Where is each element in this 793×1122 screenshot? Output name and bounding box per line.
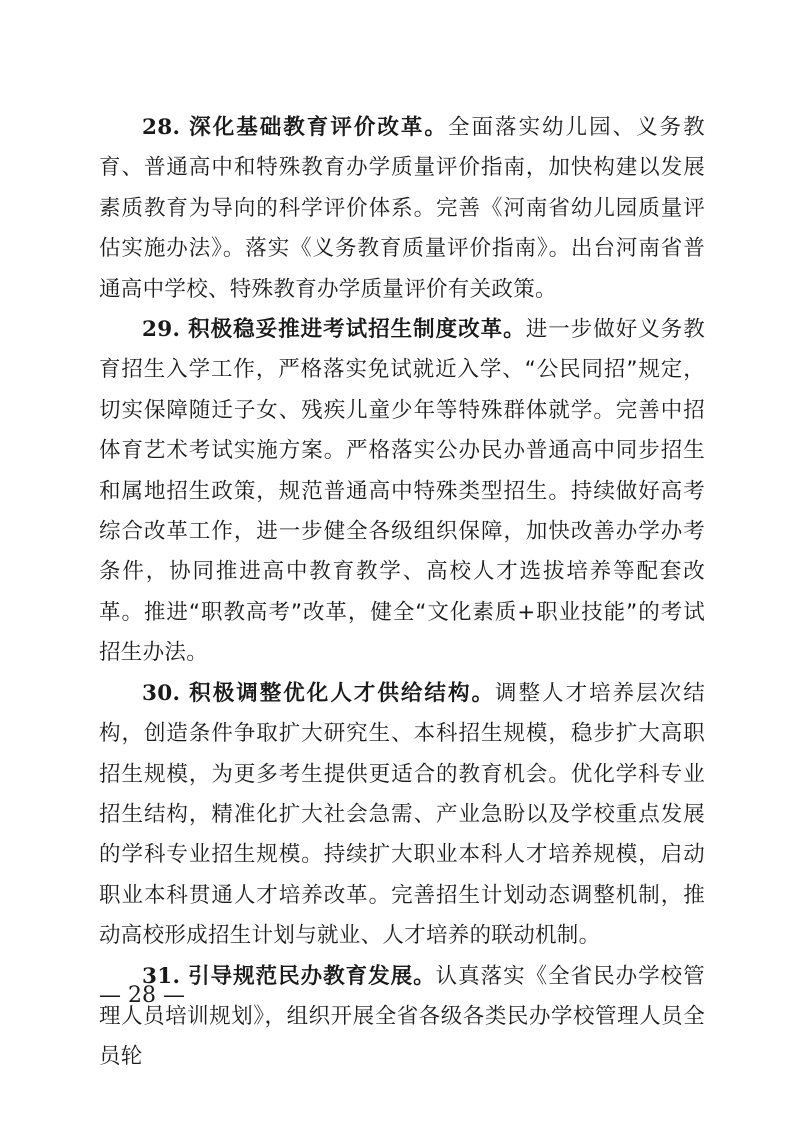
paragraph-heading: 积极调整优化人才供给结构。 <box>189 680 495 706</box>
paragraph-31 <box>99 957 705 1078</box>
paragraph-number: 31. <box>142 963 181 989</box>
paragraph-text: 认真落实《全省民办学校管理人员培训规划》，组织开展全省各级各类民办学校管理人员全员轮 <box>99 963 705 1070</box>
paragraph-text: 进一步做好义务教育招生入学工作，严格落实免试就近入学、“公民同招”规定，切实保障随迁子女、残疾儿童少年等特殊群体就学。完善中招体育艺术考试实施方案。严格落实公办民办普通高中同步招生和属地招生政策，规范普通高中特殊类型招生。持续做好高考综合改革工作，进一步健全各级组织保障，加快改善办学办考条件，协同推进高中教育教学、高校人才选拔培养等配套改革。推进“职教高考”改革，健全“文化素质+职业技能”的考试招生办法。 <box>99 317 705 666</box>
paragraph-28 <box>99 108 705 310</box>
page-number: — 28 — <box>99 983 185 1008</box>
document-body <box>99 108 705 1078</box>
paragraph-text: 全面落实幼儿园、义务教育、普通高中和特殊教育办学质量评价指南，加快构建以发展素质教育为导向的科学评价体系。完善《河南省幼儿园质量评估实施办法》。落实《义务教育质量评价指南》。出台河南省普通高中学校、特殊教育办学质量评价有关政策。 <box>99 115 705 302</box>
paragraph-number: 28. <box>142 115 181 140</box>
paragraph-heading: 深化基础教育评价改革。 <box>189 115 448 140</box>
paragraph-30 <box>99 674 705 957</box>
paragraph-heading: 积极稳妥推进考试招生制度改革。 <box>188 317 526 343</box>
paragraph-heading: 引导规范民办教育发展。 <box>188 963 436 989</box>
paragraph-29 <box>99 310 705 674</box>
paragraph-number: 29. <box>142 317 181 343</box>
paragraph-text: 调整人才培养层次结构，创造条件争取扩大研究生、本科招生规模，稳步扩大高职招生规模，为更多考生提供更适合的教育机会。优化学科专业招生结构，精准化扩大社会急需、产业急盼以及学校重点发展的学科专业招生规模。持续扩大职业本科人才培养规模，启动职业本科贯通人才培养改革。完善招生计划动态调整机制，推动高校形成招生计划与就业、人才培养的联动机制。 <box>99 680 705 949</box>
paragraph-number: 30. <box>142 680 181 706</box>
